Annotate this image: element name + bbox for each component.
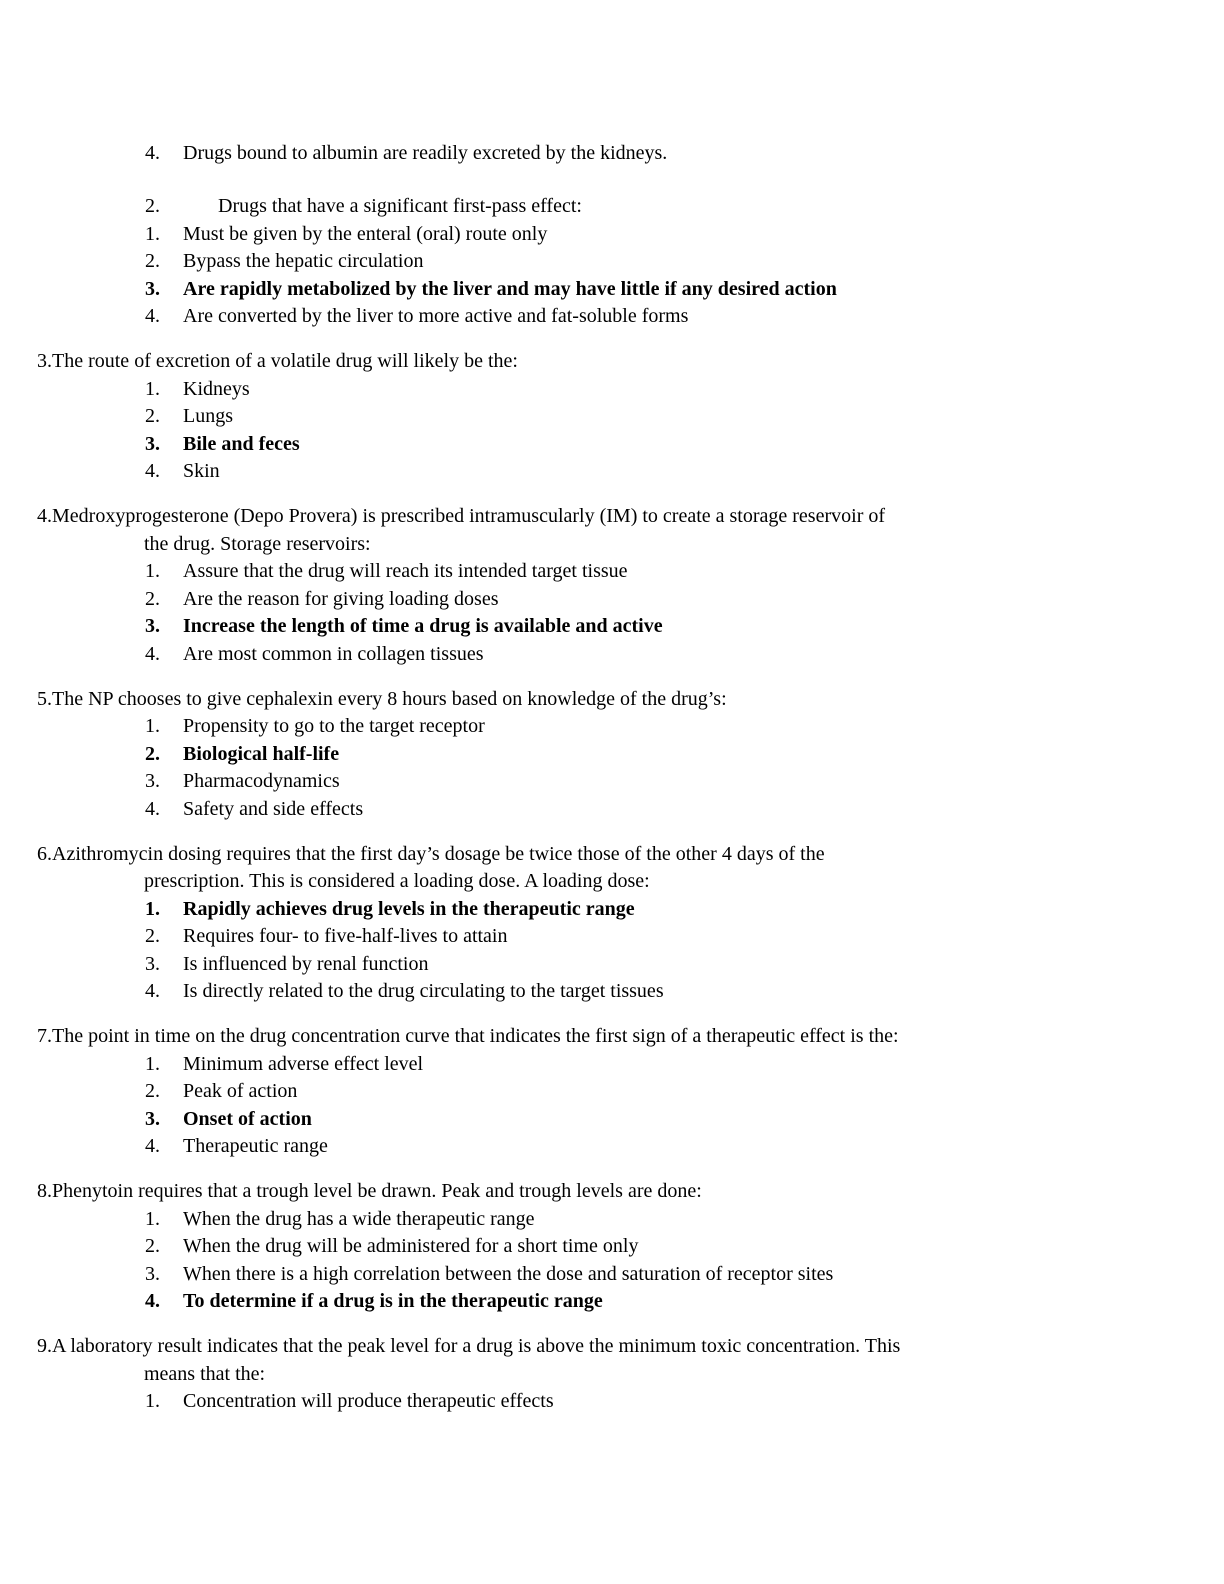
answer-option-correct	[145, 1288, 1184, 1316]
option-number: 4.	[145, 460, 160, 482]
answer-option	[145, 713, 1184, 741]
option-text: Bypass the hepatic circulation	[183, 250, 424, 272]
option-number: 2.	[145, 587, 160, 610]
answer-option	[145, 248, 1184, 276]
answer-option-correct	[145, 613, 1184, 641]
answer-option	[145, 641, 1184, 669]
question-stem-text: The point in time on the drug concentration curve that indicates the first sign of a therapeutic effect is the:	[52, 1025, 899, 1047]
question-stem-line	[37, 686, 1184, 714]
question-stem-text: Azithromycin dosing requires that the first day’s dosage be twice those of the other 4 days of the	[52, 842, 825, 865]
question-stem-line	[37, 841, 1184, 869]
option-number: 1.	[145, 897, 160, 920]
answer-option	[145, 951, 1184, 979]
answer-option	[145, 1261, 1184, 1289]
question-block	[37, 841, 1184, 1006]
option-number: 2.	[145, 1080, 160, 1102]
answer-option-correct	[145, 431, 1184, 459]
question-block	[37, 503, 1184, 668]
question-stem-text: Phenytoin requires that a trough level be drawn. Peak and trough levels are done:	[52, 1180, 702, 1202]
answer-option	[145, 923, 1184, 951]
option-number: 4.	[145, 1135, 160, 1157]
option-number: 3.	[145, 432, 160, 455]
question-block	[37, 1178, 1184, 1316]
option-number: 4.	[145, 142, 160, 164]
question-stem-continuation: means that the:	[144, 1362, 266, 1385]
option-text: When the drug will be administered for a short time only	[183, 1235, 639, 1257]
option-number: 4.	[145, 1290, 160, 1312]
question-stem-continuation: the drug. Storage reservoirs:	[144, 532, 371, 555]
option-number: 3.	[145, 1107, 160, 1130]
question-number: 8.	[37, 1180, 52, 1202]
question-number: 2.	[145, 195, 160, 217]
question-block	[37, 686, 1184, 824]
option-text: Are most common in collagen tissues	[183, 642, 484, 665]
answer-option	[145, 140, 1184, 168]
question-block	[37, 348, 1184, 486]
answer-option	[145, 1206, 1184, 1234]
answer-option	[145, 1233, 1184, 1261]
question-stem-line	[145, 193, 1184, 221]
answer-option	[145, 1388, 1184, 1416]
option-text: Are the reason for giving loading doses	[183, 587, 499, 610]
question-stem-line	[37, 1178, 1184, 1206]
option-text: Are rapidly metabolized by the liver and may have little if any desired action	[183, 277, 837, 300]
answer-option	[145, 1133, 1184, 1161]
answer-option-correct	[145, 896, 1184, 924]
option-number: 4.	[145, 305, 160, 327]
option-text: Safety and side effects	[183, 797, 364, 820]
option-number: 2.	[145, 925, 160, 947]
answer-option	[145, 978, 1184, 1006]
option-number: 1.	[145, 1052, 160, 1075]
option-number: 4.	[145, 980, 160, 1002]
answer-option	[145, 221, 1184, 249]
answer-option	[145, 403, 1184, 431]
question-number: 5.	[37, 687, 52, 710]
option-text: Concentration will produce therapeutic effects	[183, 1390, 554, 1412]
option-number: 2.	[145, 250, 160, 272]
option-text: Is directly related to the drug circulating to the target tissues	[183, 980, 664, 1002]
answer-option-correct	[145, 1106, 1184, 1134]
option-number: 1.	[145, 1390, 160, 1412]
option-number: 1.	[145, 560, 160, 582]
option-text: Are converted by the liver to more active and fat-soluble forms	[183, 305, 689, 327]
question-stem-text: Medroxyprogesterone (Depo Provera) is prescribed intramuscularly (IM) to create a storage reservoir of	[52, 505, 886, 527]
option-text: When there is a high correlation between the dose and saturation of receptor sites	[183, 1262, 834, 1285]
answer-option	[145, 558, 1184, 586]
question-block	[37, 193, 1184, 331]
option-text: Minimum adverse effect level	[183, 1052, 424, 1075]
answer-option	[145, 1078, 1184, 1106]
option-text: Lungs	[183, 405, 233, 427]
option-text: Pharmacodynamics	[183, 770, 340, 792]
question-stem-line	[37, 503, 1184, 531]
question-number: 7.	[37, 1025, 52, 1047]
option-text: Drugs bound to albumin are readily excreted by the kidneys.	[183, 142, 668, 164]
answer-option-correct	[145, 276, 1184, 304]
question-block	[37, 1023, 1184, 1161]
question-stem-text: A laboratory result indicates that the peak level for a drug is above the minimum toxic concentration. This	[52, 1335, 901, 1357]
option-text: Therapeutic range	[183, 1135, 328, 1157]
option-number: 2.	[145, 405, 160, 427]
answer-option-correct	[145, 741, 1184, 769]
answer-option	[145, 768, 1184, 796]
question-stem-line	[37, 348, 1184, 376]
carryover-options-block	[37, 140, 1184, 168]
option-number: 1.	[145, 222, 160, 245]
question-stem-line	[37, 1023, 1184, 1051]
answer-option	[145, 586, 1184, 614]
option-number: 1.	[145, 715, 160, 737]
option-number: 2.	[145, 742, 160, 765]
option-text: Propensity to go to the target receptor	[183, 715, 485, 737]
option-number: 3.	[145, 277, 160, 300]
option-text: Kidneys	[183, 377, 250, 400]
answer-option	[145, 458, 1184, 486]
option-number: 3.	[145, 615, 160, 637]
option-text: Is influenced by renal function	[183, 952, 429, 975]
option-text: Skin	[183, 460, 220, 482]
answer-option	[145, 376, 1184, 404]
question-number: 9.	[37, 1335, 52, 1357]
option-number: 3.	[145, 952, 160, 975]
answer-option	[145, 796, 1184, 824]
option-number: 2.	[145, 1235, 160, 1257]
option-text: Bile and feces	[183, 432, 300, 455]
option-number: 4.	[145, 797, 160, 820]
question-stem-continuation: prescription. This is considered a loading dose. A loading dose:	[144, 870, 650, 892]
question-number: 3.	[37, 350, 52, 372]
question-number: 6.	[37, 842, 52, 865]
option-text: Peak of action	[183, 1080, 298, 1102]
option-text: Requires four- to five-half-lives to attain	[183, 925, 508, 947]
question-block	[37, 1333, 1184, 1416]
answer-option	[145, 303, 1184, 331]
option-number: 3.	[145, 770, 160, 792]
question-stem-text: The route of excretion of a volatile drug will likely be the:	[52, 350, 518, 372]
question-stem-text: Drugs that have a significant first-pass effect:	[218, 195, 582, 217]
option-number: 1.	[145, 1207, 160, 1230]
option-number: 1.	[145, 377, 160, 400]
option-text: Increase the length of time a drug is available and active	[183, 615, 663, 637]
option-text: Assure that the drug will reach its intended target tissue	[183, 560, 628, 582]
answer-option	[145, 1051, 1184, 1079]
question-number: 4.	[37, 505, 52, 527]
option-text: Onset of action	[183, 1107, 312, 1130]
option-number: 4.	[145, 642, 160, 665]
option-text: Biological half-life	[183, 742, 340, 765]
option-text: To determine if a drug is in the therapeutic range	[183, 1290, 603, 1312]
option-text: Must be given by the enteral (oral) route only	[183, 222, 548, 245]
option-text: Rapidly achieves drug levels in the therapeutic range	[183, 897, 635, 920]
option-text: When the drug has a wide therapeutic range	[183, 1207, 535, 1230]
question-stem-line	[37, 1333, 1184, 1361]
question-stem-text: The NP chooses to give cephalexin every 8 hours based on knowledge of the drug’s:	[52, 687, 727, 710]
option-number: 3.	[145, 1262, 160, 1285]
